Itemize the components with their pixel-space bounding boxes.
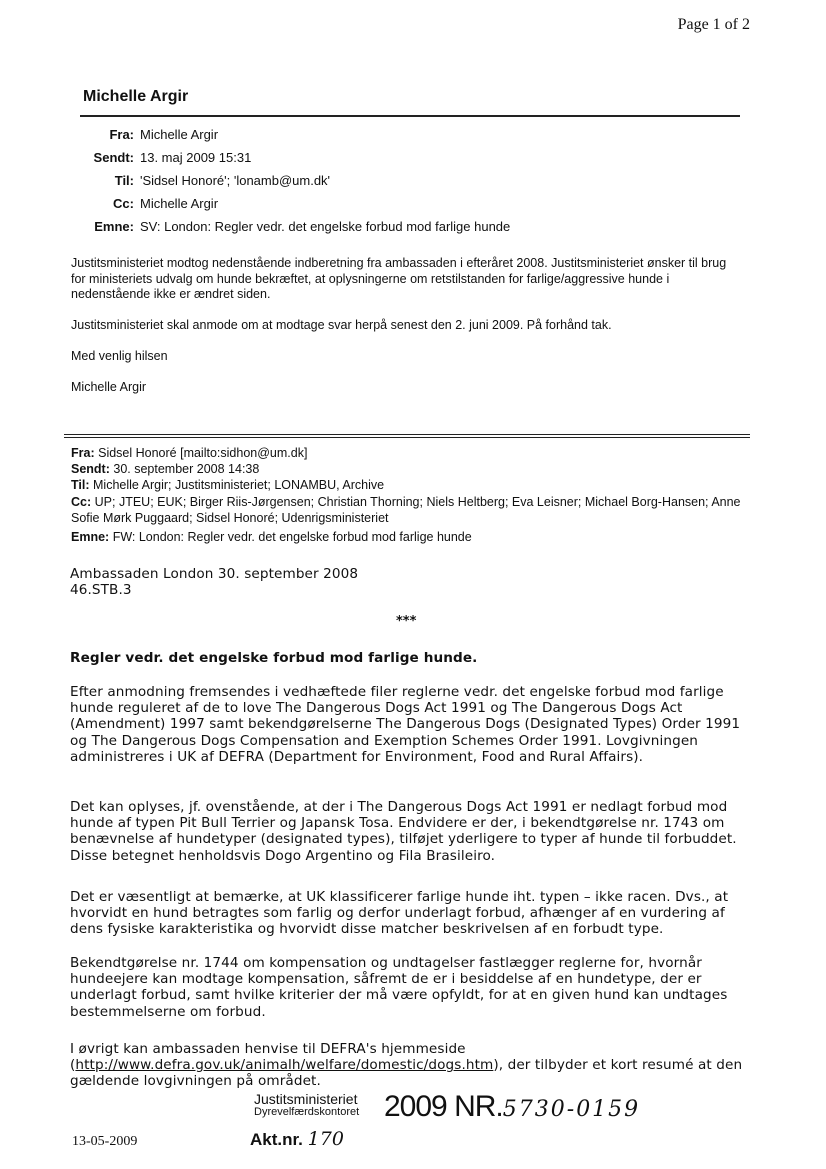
- header-cc: Cc: Michelle Argir: [113, 196, 219, 211]
- report-paragraph: Efter anmodning fremsendes i vedhæftede filer reglerne vedr. det engelske forbud mod farlige hunde reguleret af de to love The Dangerous Dogs Act 1991 og The Dangerous Dogs Act (Amendment) 1997 samt bekendgørelserne The Dangerous Dogs (Designated Types) Order 1991 og The Dangerous Dogs Compensation and Exemption Schemes Order 1991. Lovgivningen administreres i UK af DEFRA (Department for Environment, Food and Rural Affairs).: [70, 684, 741, 765]
- forward-divider: [64, 437, 750, 438]
- separator-stars: ***: [396, 614, 417, 629]
- journal-number: 5730-0159: [502, 1097, 641, 1122]
- report-paragraph: Det er væsentligt at bemærke, at UK klassificerer farlige hunde iht. typen – ikke racen. Dvs., at hvorvidt en hund betragtes som farlig og derfor underlagt forbud, afhænger af en vurdering af dens fysiske karakteristika og hvorvidt disse matcher beskrivelsen af en forbudt type.: [70, 889, 729, 938]
- report-title: Regler vedr. det engelske forbud mod farlige hunde.: [70, 650, 478, 666]
- print-date: 13-05-2009: [72, 1134, 138, 1149]
- sender-name: Michelle Argir: [83, 88, 189, 105]
- forward-to: Til: Michelle Argir; Justitsministeriet; LONAMBU, Archive: [71, 478, 385, 492]
- forward-subject: Emne: FW: London: Regler vedr. det engelske forbud mod farlige hunde: [71, 530, 472, 544]
- header-sent: Sendt: 13. maj 2009 15:31: [93, 150, 252, 165]
- header-from: Fra: Michelle Argir: [109, 127, 219, 142]
- forward-cc: Cc: UP; JTEU; EUK; Birger Riis-Jørgensen; Christian Thorning; Niels Heltberg; Eva Leisner; Michael Borg-Hansen; Anne Sofie Mørk Puggaard; Sidsel Honoré; Udenrigsministeriet: [71, 495, 741, 525]
- stamp-organization: Justitsministeriet Dyrevelfærdskontoret: [254, 1091, 360, 1118]
- report-reference: 46.STB.3: [70, 582, 132, 598]
- message-paragraph: Justitsministeriet skal anmode om at modtage svar herpå senest den 2. juni 2009. På forhånd tak.: [71, 318, 612, 332]
- report-place-date: Ambassaden London 30. september 2008: [70, 566, 359, 582]
- report-paragraph: I øvrigt kan ambassaden henvise til DEFRA's hjemmeside (http://www.defra.gov.uk/animalh/welfare/domestic/dogs.htm), der tilbyder et kort resumé at den gældende lovgivningen på området.: [70, 1041, 743, 1090]
- forward-divider: [64, 434, 750, 435]
- report-paragraph: Det kan oplyses, jf. ovenstående, at der i The Dangerous Dogs Act 1991 er nedlagt forbud mod hunde af typen Pit Bull Terrier og Japansk Tosa. Endvidere er der, i bekendtgørelse nr. 1743 om benævnelse af hundetyper (designated types), tilføjet yderligere to typer af hunde til forbuddet. Disse betegnet henholdsvis Dogo Argentino og Fila Brasileiro.: [70, 799, 737, 864]
- header-subject: Emne: SV: London: Regler vedr. det engelske forbud mod farlige hunde: [94, 219, 511, 234]
- report-paragraph: Bekendtgørelse nr. 1744 om kompensation og undtagelser fastlægger reglerne for, hvornår hundeejere kan modtage kompensation, såfremt de er i besiddelse af en hundetype, der er underlagt forbud, samt hvilke kriterier der må være opfyldt, for at en given hund kan undtages bestemmelserne om forbud.: [70, 955, 728, 1020]
- page-number: Page 1 of 2: [677, 16, 750, 33]
- header-divider: [80, 115, 740, 117]
- signature: Michelle Argir: [71, 380, 147, 394]
- message-paragraph: Justitsministeriet modtog nedenstående indberetning fra ambassaden i efteråret 2008. Justitsministeriet ønsker til brug for ministeriets udvalg om hunde bekræftet, at oplysningerne om retstilstanden for farlige/aggressive hunde i nedenstående ikke er ændret siden.: [71, 256, 727, 301]
- journal-stamp: 2009 NR.5730-0159: [384, 1090, 641, 1123]
- akt-number: Akt.nr. 170: [250, 1128, 344, 1150]
- defra-link[interactable]: http://www.defra.gov.uk/animalh/welfare/domestic/dogs.htm: [75, 1057, 494, 1074]
- header-to: Til: 'Sidsel Honoré'; 'lonamb@um.dk': [114, 173, 331, 188]
- forward-sent: Sendt: 30. september 2008 14:38: [71, 462, 260, 476]
- forward-from: Fra: Sidsel Honoré [mailto:sidhon@um.dk]: [71, 446, 308, 460]
- greeting: Med venlig hilsen: [71, 349, 168, 363]
